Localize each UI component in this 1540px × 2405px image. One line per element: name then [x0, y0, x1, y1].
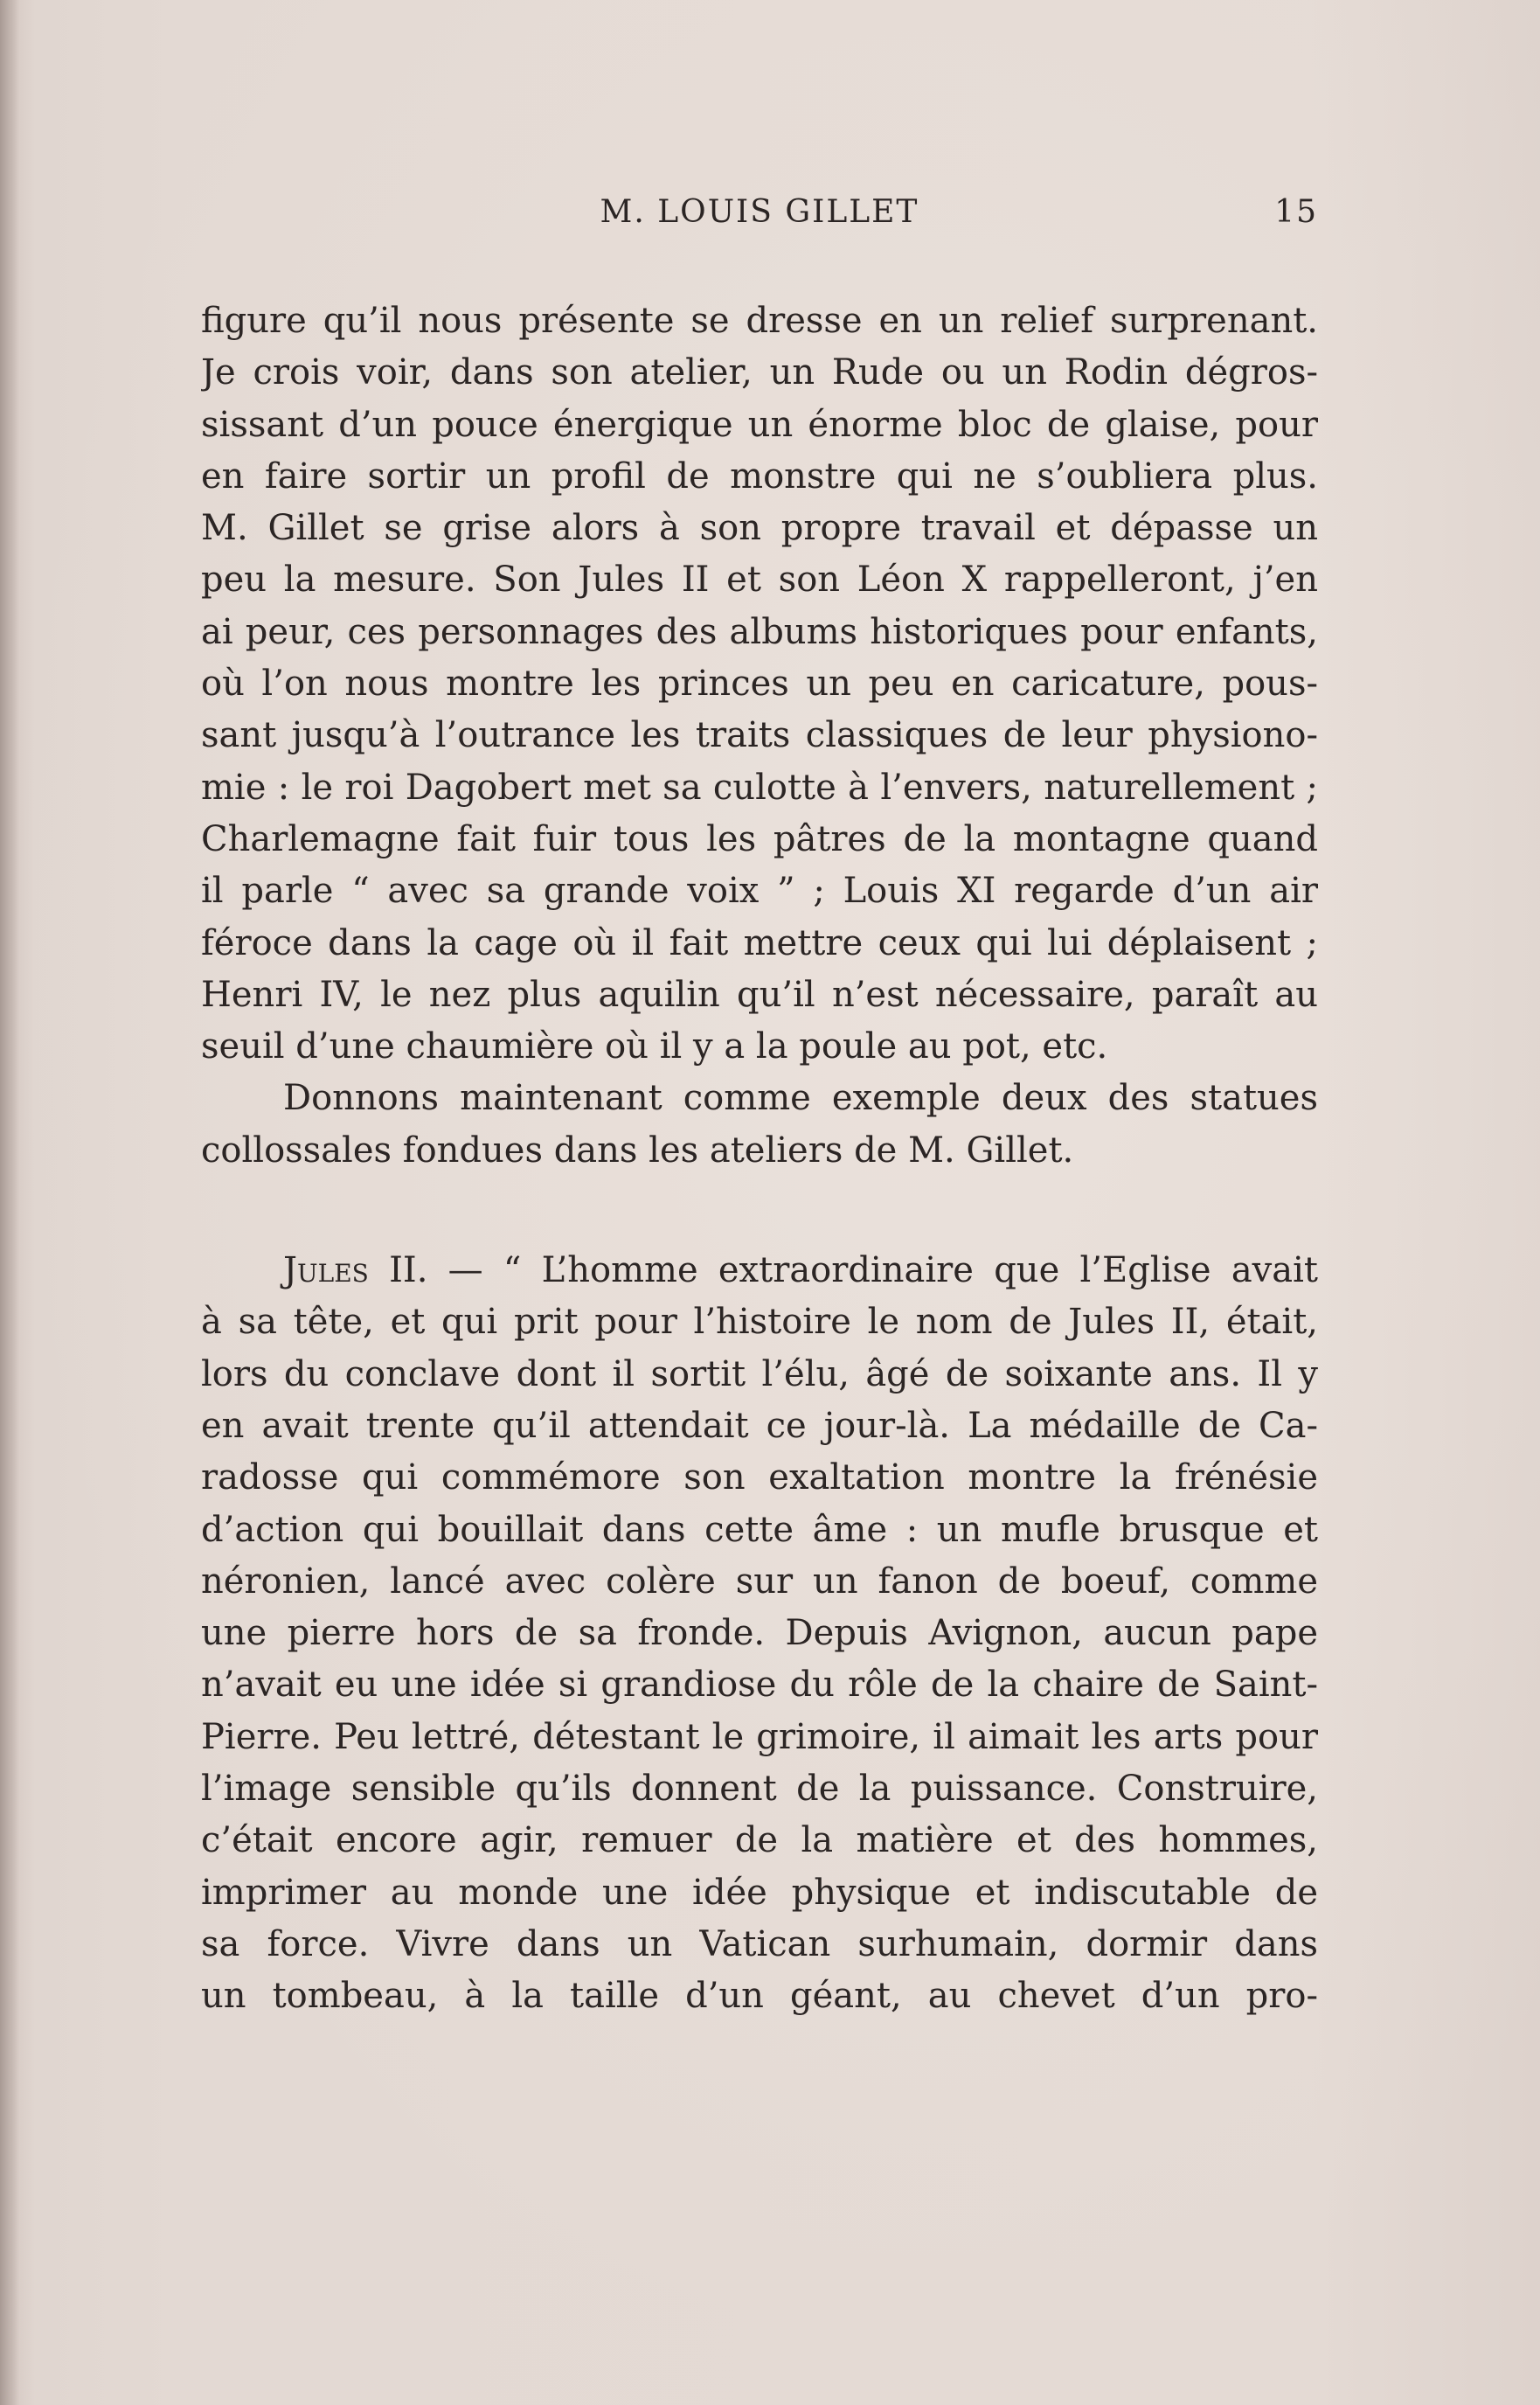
page-number: 15: [1274, 194, 1318, 230]
text-line: Henri IV, le nez plus aquilin qu’il n’est nécessaire, paraît au: [201, 974, 1318, 1015]
text-line: collossales fondues dans les ateliers de M. Gillet.: [201, 1130, 1074, 1171]
text-line: mie : le roi Dagobert met sa culotte à l’envers, naturellement ;: [201, 767, 1318, 808]
section-heading: Jules II.: [283, 1250, 428, 1291]
text-line: à sa tête, et qui prit pour l’histoire le nom de Jules II, était,: [201, 1302, 1318, 1343]
text-line: M. Gillet se grise alors à son propre travail et dépasse un: [201, 508, 1318, 549]
text-line: d’action qui bouillait dans cette âme : un mufle brusque et: [201, 1509, 1318, 1550]
text-line: où l’on nous montre les princes un peu en caricature, pous-: [201, 664, 1318, 705]
text-line: Je crois voir, dans son atelier, un Rude ou un Rodin dégros-: [201, 352, 1318, 393]
text-line: c’était encore agir, remuer de la matière et des hommes,: [201, 1820, 1318, 1861]
text-line: féroce dans la cage où il fait mettre ceux qui lui déplaisent ;: [201, 922, 1318, 963]
running-head: [201, 194, 1318, 238]
text-line: radosse qui commémore son exaltation montre la frénésie: [201, 1457, 1318, 1498]
text-line: ai peur, ces personnages des albums historiques pour enfants,: [201, 611, 1318, 652]
text-line: sant jusqu’à l’outrance les traits classiques de leur physiono-: [201, 715, 1318, 756]
running-title: M. LOUIS GILLET: [600, 194, 919, 230]
text-line: sissant d’un pouce énergique un énorme bloc de glaise, pour: [201, 404, 1318, 445]
text-line: sa force. Vivre dans un Vatican surhumain, dormir dans: [201, 1923, 1318, 1964]
text-line: un tombeau, à la taille d’un géant, au chevet d’un pro-: [201, 1976, 1318, 2017]
text-line: Pierre. Peu lettré, détestant le grimoire, il aimait les arts pour: [201, 1716, 1318, 1757]
page-gutter-shadow: [0, 0, 19, 2405]
paragraph-3: [201, 1245, 1318, 2022]
text-line: Donnons maintenant comme exemple deux des statues: [283, 1078, 1318, 1119]
text-line: imprimer au monde une idée physique et indiscutable de: [201, 1872, 1318, 1913]
text-line: en avait trente qu’il attendait ce jour-là. La médaille de Ca-: [201, 1405, 1318, 1446]
text-line: néronien, lancé avec colère sur un fanon de boeuf, comme: [201, 1560, 1318, 1602]
text-line: [201, 1245, 1318, 1296]
text-line: il parle “ avec sa grande voix ” ; Louis XI regarde d’un air: [201, 871, 1318, 912]
text-line: lors du conclave dont il sortit l’élu, âgé de soixante ans. Il y: [201, 1353, 1318, 1394]
paragraph-2: [201, 1073, 1318, 1177]
text-line: seuil d’une chaumière où il y a la poule au pot, etc.: [201, 1026, 1108, 1067]
section-gap: [201, 1177, 1318, 1245]
text-line: figure qu’il nous présente se dresse en un relief surprenant.: [201, 301, 1318, 341]
text-line: Charlemagne fait fuir tous les pâtres de la montagne quand: [201, 818, 1318, 859]
text-line: l’image sensible qu’ils donnent de la puissance. Construire,: [201, 1769, 1318, 1810]
text-line-rest: — “ L’homme extraordinaire que l’Eglise avait: [427, 1250, 1318, 1291]
text-line: une pierre hors de sa fronde. Depuis Avignon, aucun pape: [201, 1613, 1318, 1654]
text-line: en faire sortir un profil de monstre qui ne s’oubliera plus.: [201, 455, 1318, 497]
body-text: [201, 295, 1318, 2023]
text-line: n’avait eu une idée si grandiose du rôle de la chaire de Saint-: [201, 1665, 1318, 1706]
paragraph-1: [201, 295, 1318, 1073]
text-line: peu la mesure. Son Jules II et son Léon X rappelleront, j’en: [201, 560, 1318, 601]
